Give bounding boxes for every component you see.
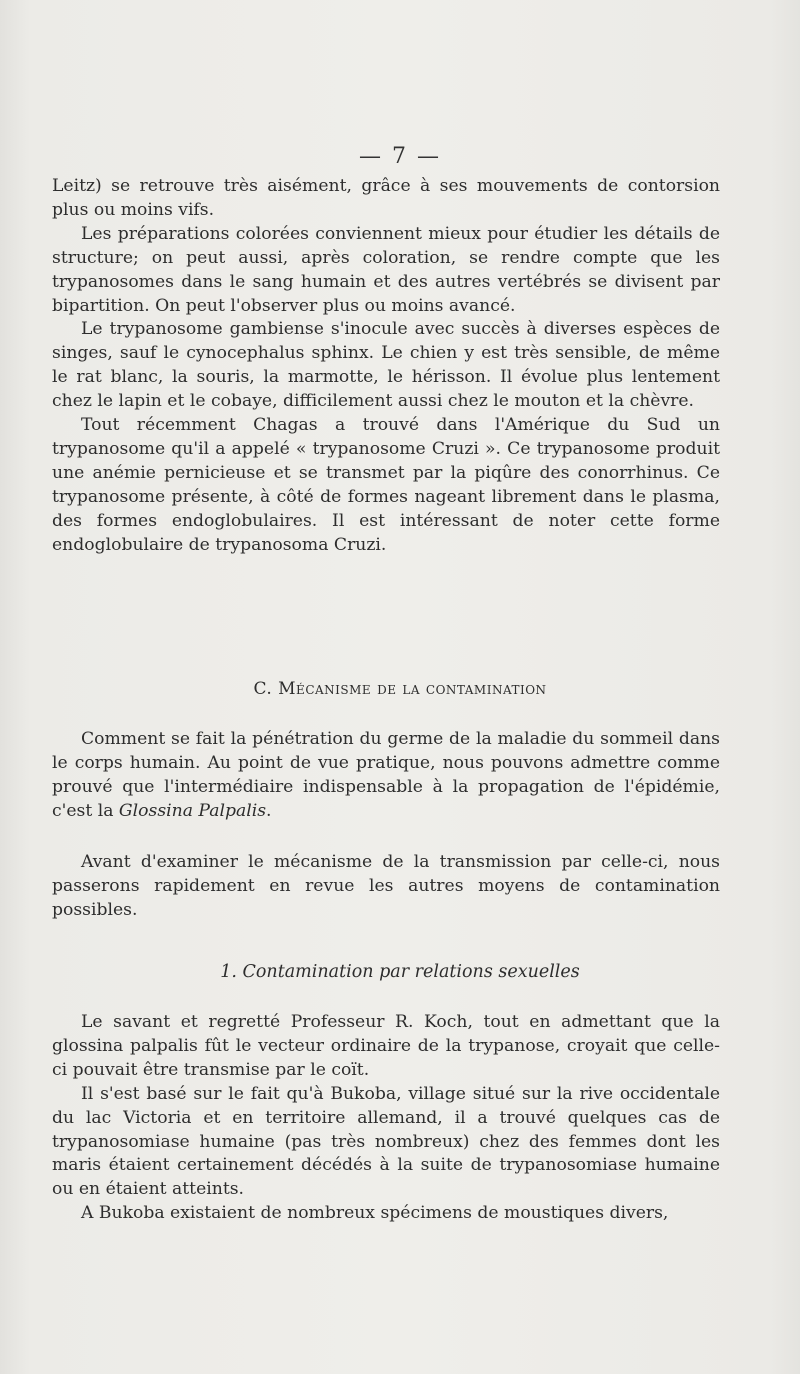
text-block-koch: [52, 1011, 720, 1226]
paragraph-gambiense: Le trypanosome gambiense s'inocule avec succès à diverses espèces de singes, sauf le cynocephalus sphinx. Le chien y est très sensible, de même le rat blanc, la souris, la marmotte, le hérisson. Il évolue plus lentement chez le lapin et le cobaye, difficilement aussi chez le mouton et la chèvre.: [52, 319, 720, 412]
paragraph-continuation: Leitz) se retrouve très aisément, grâce à ses mouvements de contorsion plus ou moins vifs.: [52, 176, 720, 220]
text-block-mechanism: [52, 728, 720, 824]
paragraph-penetration: [52, 728, 720, 824]
page-number: — 7 —: [359, 144, 441, 169]
subsection-heading-1: 1. Contamination par relations sexuelles: [220, 962, 580, 982]
text-block-overview: [52, 851, 720, 923]
section-heading-c: C. Mécanisme de la contamination: [253, 679, 547, 699]
paragraph-bukoba: Il s'est basé sur le fait qu'à Bukoba, village situé sur la rive occidentale du lac Victoria et en territoire allemand, il a trouvé quelques cas de trypanosomiase humaine (pas très nombreux) chez des femmes dont les maris étaient certainement décédés à la suite de trypanosomiase humaine ou en étaient atteints.: [52, 1083, 720, 1200]
text-block-intro: [52, 175, 720, 558]
paragraph-preparations: Les préparations colorées conviennent mieux pour étudier les détails de structure; on peut aussi, après coloration, se rendre compte que les trypanosomes dans le sang humain et des autres vertébrés se divisent par bipartition. On peut l'observer plus ou moins avancé.: [52, 223, 720, 316]
species-name: Glossina Palpalis: [118, 800, 267, 821]
paragraph-penetration-text: Comment se fait la pénétration du germe de la maladie du sommeil dans le corps humain. Au point de vue pratique, nous pouvons admettre comme prouvé que l'intermédiaire indispensable à la propagation de l'épidémie, c'est la: [52, 729, 720, 821]
paragraph-chagas: Tout récemment Chagas a trouvé dans l'Amérique du Sud un trypanosome qu'il a appelé « trypanosome Cruzi ». Ce trypanosome produit une anémie pernicieuse et se transmet par la piqûre des conorrhinus. Ce trypanosome présente, à côté de formes nageant librement dans le plasma, des formes endoglobulaires. Il est intéressant de noter cette forme endoglobulaire de trypanosoma Cruzi.: [52, 415, 720, 555]
paragraph-overview: Avant d'examiner le mécanisme de la transmission par celle-ci, nous passerons rapidement en revue les autres moyens de contamination possibles.: [52, 852, 720, 920]
paragraph-penetration-end: .: [266, 800, 272, 821]
paragraph-mosquitoes: A Bukoba existaient de nombreux spécimens de moustiques divers,: [81, 1203, 669, 1224]
paragraph-koch: Le savant et regretté Professeur R. Koch, tout en admettant que la glossina palpalis fût le vecteur ordinaire de la trypanose, croyait que celle-ci pouvait être transmise par le coït.: [52, 1012, 720, 1080]
